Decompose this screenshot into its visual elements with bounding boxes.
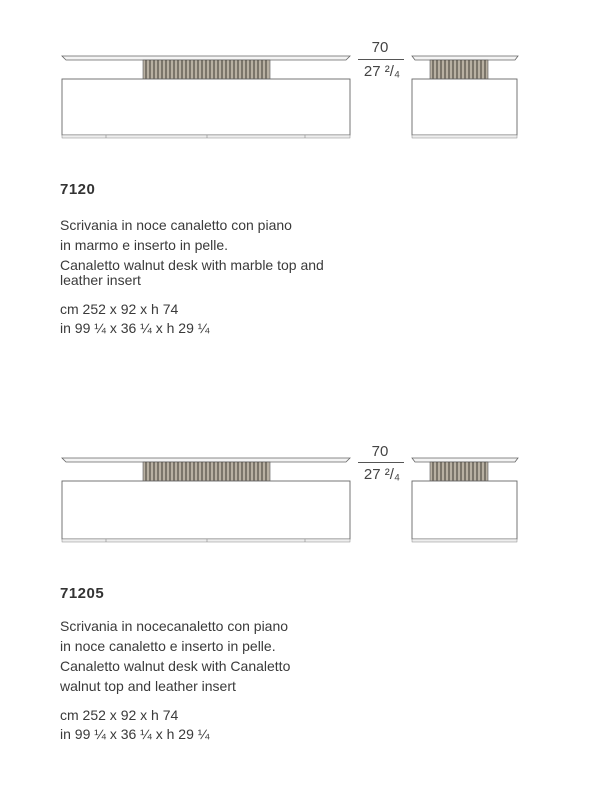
- slatted-insert-side: [430, 462, 488, 481]
- description-it-line-2: in marmo e inserto in pelle.: [60, 237, 229, 253]
- desk-body-front: [62, 481, 350, 539]
- slatted-insert: [143, 462, 270, 481]
- desk-body-side: [412, 481, 517, 539]
- desk-body-front: [62, 79, 350, 135]
- size-cm: cm 252 x 92 x h 74: [60, 707, 179, 723]
- slatted-insert-side: [430, 60, 488, 79]
- size-in: in 99 ¼ x 36 ¼ x h 29 ¼: [60, 320, 210, 336]
- desk-top-slab: [62, 56, 350, 60]
- desk-top-slab-side: [412, 458, 518, 462]
- description-en-line-2: walnut top and leather insert: [60, 678, 236, 694]
- product-block-7120: [0, 0, 600, 400]
- desk-top-slab-side: [412, 56, 518, 60]
- size-cm: cm 252 x 92 x h 74: [60, 301, 179, 317]
- dimension-divider: [358, 59, 404, 60]
- depth-cm-label: 70: [371, 443, 389, 460]
- depth-in-label: 27 ²/₄: [363, 63, 401, 80]
- product-code: 71205: [60, 585, 105, 602]
- description-it-line-2: in noce canaletto e inserto in pelle.: [60, 638, 276, 654]
- description-en-line-1: Canaletto walnut desk with Canaletto: [60, 658, 291, 674]
- product-block-71205: [0, 404, 600, 804]
- description-it-line-1: Scrivania in noce canaletto con piano: [60, 217, 292, 233]
- slatted-insert: [143, 60, 270, 79]
- description-en-line-2: leather insert: [60, 272, 141, 288]
- size-in: in 99 ¼ x 36 ¼ x h 29 ¼: [60, 726, 210, 742]
- desk-top-slab: [62, 458, 350, 462]
- description-it-line-1: Scrivania in nocecanaletto con piano: [60, 618, 289, 634]
- dimension-divider: [358, 462, 404, 463]
- depth-cm-label: 70: [371, 39, 389, 56]
- depth-in-label: 27 ²/₄: [363, 466, 401, 483]
- desk-body-side: [412, 79, 517, 135]
- description-en-line-1: Canaletto walnut desk with marble top and: [60, 257, 324, 273]
- desk-drawing-front-side: [0, 0, 600, 150]
- desk-drawing-front-side: [0, 404, 600, 554]
- product-code: 7120: [60, 181, 96, 198]
